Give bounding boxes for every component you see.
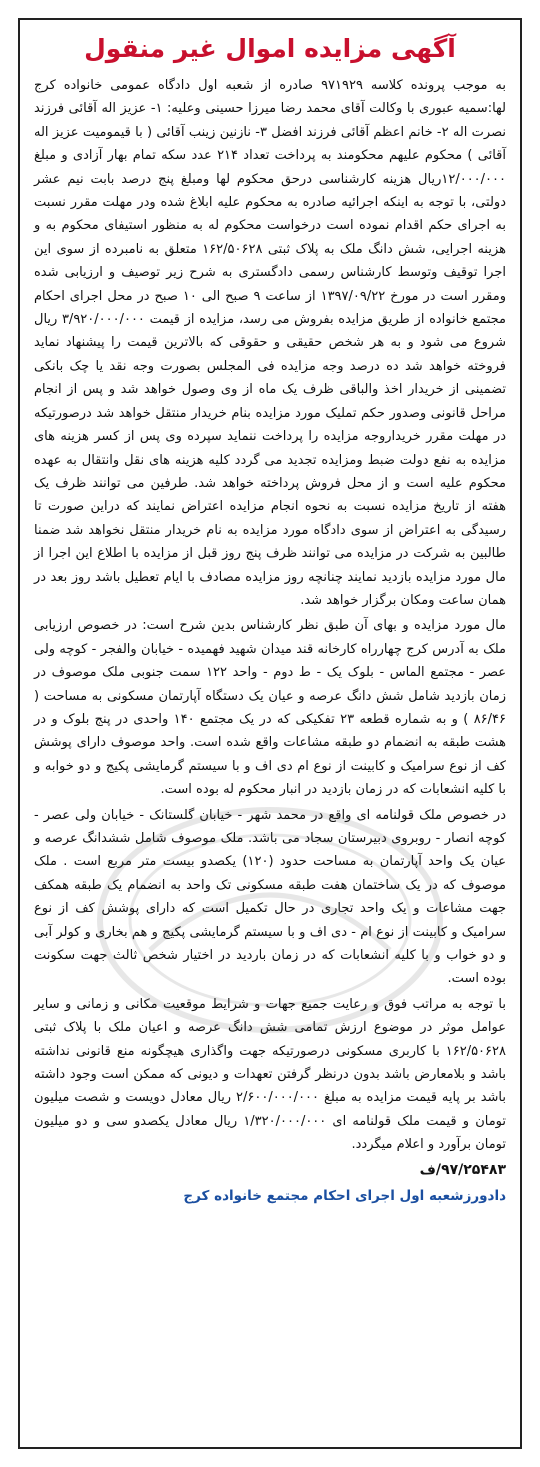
paragraph-property-two: در خصوص ملک قولنامه ای واقع در محمد شهر - خیابان گلستانک - خیابان ولی عصر - کوچه انصار - روبروی دبیرستان سجاد می باشد. ملک موصوف شامل ششدانگ عرصه و عیان یک واحد آپارتمان به مساحت حدود (۱۲۰) یکصدو بیست متر مربع است . ملک موصوف که در یک ساختمان هفت طبقه مسکونی تک واحد به انضمام یک طبقه همکف جهت مشاعات و یک واحد تجاری در حال تکمیل است که دارای پوشش کف از نوع سرامیک و کابینت از نوع ام - دی اف و با سیستم گرمایشی پکیج و هم بخاری و کولر آبی و دو خواب و با کلیه انشعابات که در زمان باردید در اختیار شخص ثالث جهت سکونت بوده است. <box>34 807 506 987</box>
reference-number: ۹۷/۲۵۴۸۳/ف <box>419 1161 506 1178</box>
paragraph-valuation: با توجه به مراتب فوق و رعایت جمیع جهات و شرایط موقعیت مکانی و زمانی و سایر عوامل موثر در موضوع ارزش تمامی شش دانگ عرصه و اعیان ملک با پلاک ثبتی ۱۶۲/۵۰۶۲۸ با کاربری مسکونی درصورتیکه جهت واگذاری هیچگونه منع قانونی نداشته باشد و بلامعارض باشد بدون درنظر گرفتن تعهدات و دیونی که ممکن است وجود داشته باشد بر پایه قیمت مزایده به مبلغ ۲/۶۰۰/۰۰۰/۰۰۰ ریال معادل دویست و شصت میلیون تومان و قیمت ملک قولنامه ای ۱/۳۲۰/۰۰۰/۰۰۰ ریال معادل یکصدو سی و دو میلیون تومان برآورد و اعلام میگردد. <box>34 996 506 1153</box>
paragraph-property-one: مال مورد مزایده و بهای آن طبق نظر کارشناس بدین شرح است: در خصوص ارزیابی ملک به آدرس کرج چهارراه کارخانه قند میدان شهید فهمیده - خیابان والفجر - کوچه ولی عصر - مجتمع الماس - بلوک یک - ط دوم - واحد ۱۲۲ سمت جنوبی ملک موصوف در زمان بازدید شامل شش دانگ عرصه و عیان یک دستگاه آپارتمان مسکونی به مساحت ( ۸۶/۴۶ ) و به شماره قطعه ۲۳ تفکیکی که در یک مجتمع ۱۴۰ واحدی در پنج بلوک و در هشت طبقه به انضمام دو طبقه مشاعات واقع شده است. واحد موصوف دارای پوشش کف از نوع سرامیک و کابینت از نوع ام دی اف و با سیستم گرمایشی پکیج و دو خوابه و با کلیه انشعابات که در زمان بازدید در انبار محکوم له بوده است. <box>34 618 507 798</box>
paragraph-intro: به موجب پرونده کلاسه ۹۷۱۹۲۹ صادره از شعبه اول دادگاه عمومی خانواده کرج لها:سمیه عبوری با وکالت آقای محمد رضا میرزا حسینی وعلیه: ۱- عزیز اله آقائی فرزند نصرت اله ۲- خانم اعظم آقائی فرزند افضل ۳- نازنین زینب آقائی ( با قیمومیت عزیز اله آقائی ) محکوم علیهم محکومند به پرداخت تعداد ۲۱۴ عدد سکه تمام بهار آزادی و مبلغ ۱۲/۰۰۰/۰۰۰ریال هزینه کارشناسی درحق محکوم لها ومبلغ پنج درصد بابت نیم عشر دولتی، با توجه به اینکه اجرائیه صادره به محکوم علیه ابلاغ شده ودر مهلت مقرر نسبت به اجرای حکم اقدام نموده است درخواست محکوم له به منظور استیفای محکوم به و هزینه اجرایی، شش دانگ ملک به پلاک ثبتی ۱۶۲/۵۰۶۲۸ متعلق به نامبرده از سوی این اجرا توقیف وتوسط کارشناس رسمی دادگستری به شرح زیر توصیف و ارزیابی شده ومقرر است در مورخ ۱۳۹۷/۰۹/۲۲ از ساعت ۹ صبح الی ۱۰ صبح در محل اجرای احکام مجتمع خانواده از طریق مزایده بفروش می رسد، مزایده از قیمت ۳/۹۲۰/۰۰۰/۰۰۰ ریال شروع می شود و به هر شخص حقیقی و حقوقی که بالاترین قیمت را پیشنهاد نماید فروخته خواهد شد ده درصد وجه مزایده فی المجلس بصورت وجه نقد یا چک بانکی تضمینی از خریدار اخذ والباقی ظرف یک ماه از وی وصول خواهد شد و پس از انجام مراحل قانونی وصدور حکم تملیک مورد مزایده بنام خریدار منتقل خواهد شد درصورتیکه در مهلت مقرر خریداروجه مزایده را پرداخت ننماید سپرده وی پس از کسر هزینه های مزایده به نفع دولت ضبط ومزایده تجدید می گردد کلیه هزینه های نقل وانتقال به عهده محکوم علیه است و از محل فروش پرداخته خواهد شد. طرفین می توانند ظرف یک هفته از تاریخ مزایده نسبت به نحوه انجام مزایده اعتراض نمایند که دراین صورت تا رسیدگی به اعتراض از سوی دادگاه مورد مزایده به نام خریدار منتقل نخواهد شد ضمنا طالبین به شرکت در مزایده می توانند ظرف پنج روز قبل از مزایده با اطلاع این اجرا از مال مورد مزایده بازدید نمایند چنانچه روز مزایده مصادف با ایام تعطیل باشد روز بعد در همان ساعت ومکان برگزار خواهد شد. <box>34 78 507 608</box>
notice-frame <box>18 18 522 1449</box>
notice-body <box>20 20 520 1213</box>
issuer-signature: دادورزشعبه اول اجرای احکام مجتمع خانواده کرج <box>183 1187 506 1204</box>
notice-title: آگهی مزایده اموال غیر منقول <box>84 34 456 63</box>
